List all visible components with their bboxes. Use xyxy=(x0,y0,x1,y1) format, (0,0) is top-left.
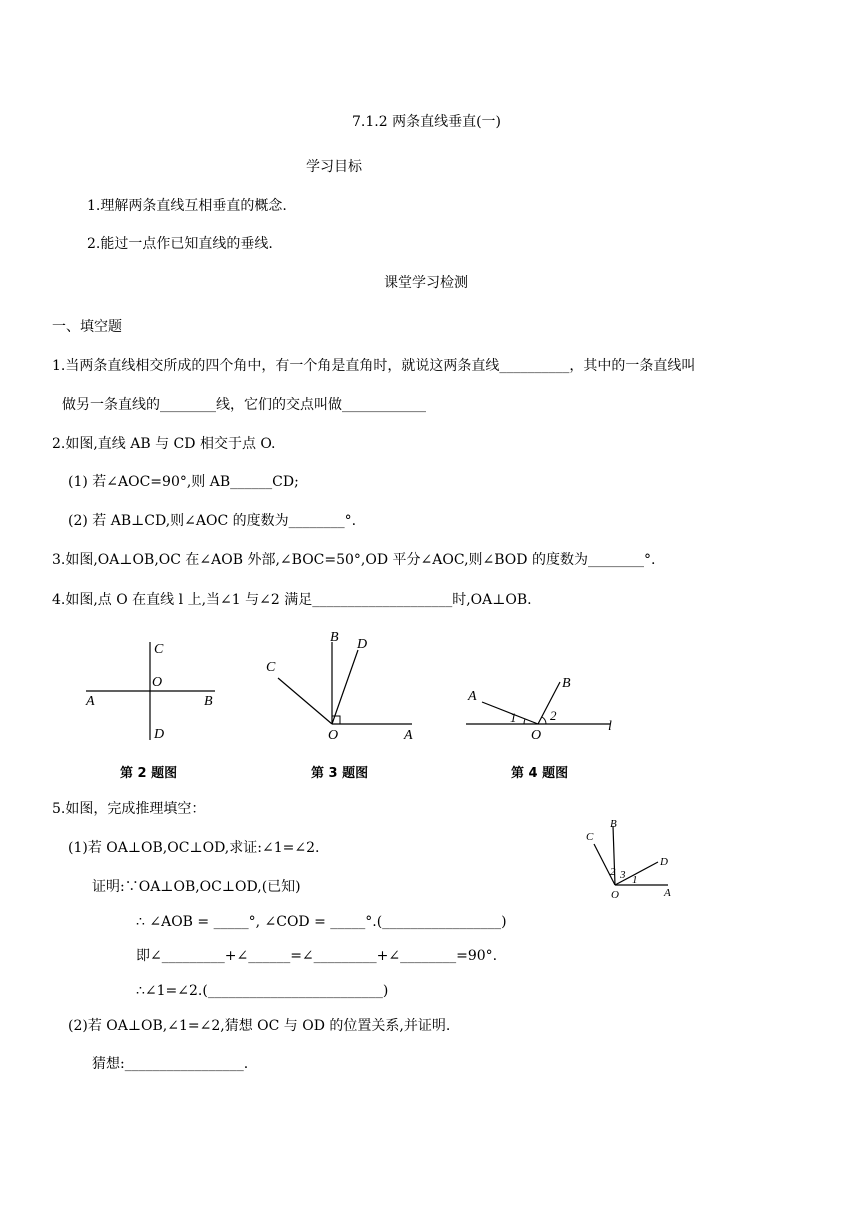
label-O: O xyxy=(328,728,339,743)
question-5: 5.如图，完成推理填空： xyxy=(52,801,206,817)
question-1-line-2: 做另一条直线的________线，它们的交点叫做____________ xyxy=(62,397,426,413)
figure-4 xyxy=(460,668,630,748)
label-D: D xyxy=(154,727,165,742)
angle-3-label: 3 xyxy=(620,869,626,881)
label-C: C xyxy=(266,660,276,675)
label-B: B xyxy=(330,630,339,645)
guess-line: 猜想:_________________. xyxy=(92,1056,249,1072)
objectives-heading: 学习目标 xyxy=(306,159,362,175)
question-3: 3.如图,OA⊥OB,OC 在∠AOB 外部,∠BOC=50°,OD 平分∠AOC,则∠BOD 的度数为________°. xyxy=(52,552,656,568)
label-B: B xyxy=(610,818,617,830)
proof-line-3: 即∠_________+∠______=∠_________+∠________=90°. xyxy=(136,948,498,964)
figure-5 xyxy=(578,816,678,906)
label-D: D xyxy=(357,637,368,652)
label-A: A xyxy=(404,728,413,743)
question-5-part-2: (2)若 OA⊥OB,∠1=∠2,猜想 OC 与 OD 的位置关系,并证明. xyxy=(68,1018,451,1034)
label-A: A xyxy=(468,689,477,704)
label-l: l xyxy=(608,719,612,734)
label-C: C xyxy=(154,642,164,657)
page-title: 7.1.2 两条直线垂直(一) xyxy=(352,114,501,130)
question-2-part-2: (2) 若 AB⊥CD,则∠AOC 的度数为________°. xyxy=(68,513,357,529)
question-4: 4.如图,点 O 在直线 l 上,当∠1 与∠2 满足____________________时,OA⊥OB. xyxy=(52,592,532,608)
proof-line-2: ∴ ∠AOB = _____°, ∠COD = _____°.(_________________) xyxy=(136,914,507,930)
figure-3-caption: 第 3 题图 xyxy=(311,766,369,781)
question-2-part-1: (1) 若∠AOC=90°,则 AB______CD; xyxy=(68,474,299,490)
figure-2-caption: 第 2 题图 xyxy=(120,766,178,781)
objective-item: 2.能过一点作已知直线的垂线. xyxy=(87,236,273,252)
label-A: A xyxy=(664,887,671,899)
label-B: B xyxy=(562,676,571,691)
angle-2-label: 2 xyxy=(550,708,557,723)
angle-2-label: 2 xyxy=(610,866,616,878)
label-B: B xyxy=(204,694,213,709)
question-1-line-1: 1.当两条直线相交所成的四个角中，有一个角是直角时，就说这两条直线__________，其中的一条直线叫 xyxy=(52,358,696,374)
label-C: C xyxy=(586,831,594,843)
angle-1-label: 1 xyxy=(632,874,638,886)
question-5-part-1: (1)若 OA⊥OB,OC⊥OD,求证:∠1=∠2. xyxy=(68,840,320,856)
proof-line-4: ∴∠1=∠2.(_________________________) xyxy=(136,983,389,999)
figure-4-caption: 第 4 题图 xyxy=(511,766,569,781)
objective-item: 1.理解两条直线互相垂直的概念. xyxy=(87,198,287,214)
part-heading: 一、填空题 xyxy=(52,319,122,335)
label-D: D xyxy=(660,856,668,868)
figure-3 xyxy=(262,626,422,746)
section-title: 课堂学习检测 xyxy=(384,275,468,291)
question-2: 2.如图,直线 AB 与 CD 相交于点 O. xyxy=(52,436,276,452)
figure-2 xyxy=(80,636,230,746)
proof-line-1: 证明:∵OA⊥OB,OC⊥OD,(已知) xyxy=(92,879,301,895)
label-O: O xyxy=(152,675,163,690)
angle-1-label: 1 xyxy=(510,710,517,725)
label-A: A xyxy=(86,694,95,709)
label-O: O xyxy=(531,728,542,743)
label-O: O xyxy=(611,889,619,901)
